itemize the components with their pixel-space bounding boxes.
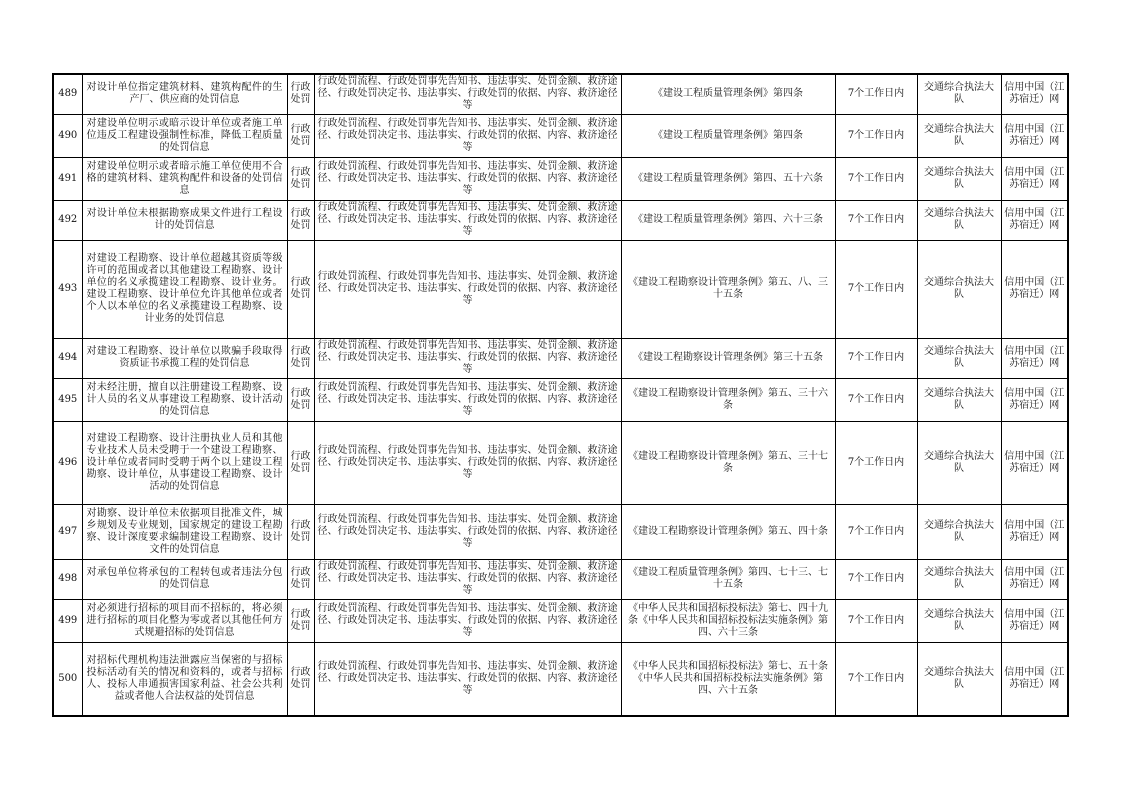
- deadline-cell: 7个工作日内: [835, 240, 917, 338]
- legal-basis-cell: 《建设工程质量管理条例》第四、六十三条: [621, 200, 835, 240]
- deadline-cell: 7个工作日内: [835, 559, 917, 599]
- table-row: [53, 599, 1068, 642]
- table-row: [53, 421, 1068, 504]
- responsible-unit-cell: 交通综合执法大队: [917, 378, 1001, 421]
- responsible-unit-cell: 交通综合执法大队: [917, 240, 1001, 338]
- deadline-cell: 7个工作日内: [835, 74, 917, 114]
- disclosure-channel-cell: 信用中国（江苏宿迁）网: [1001, 74, 1068, 114]
- table-row: [53, 74, 1068, 114]
- item-name-cell: 对建设工程勘察、设计单位超越其资质等级许可的范围或者以其他建设工程勘察、设计单位的名义承揽建设工程勘察、设计业务。建设工程勘察、设计单位允许其他单位或者个人以本单位的名义承揽建设工程勘察、设计业务的处罚信息: [82, 240, 287, 338]
- row-number-cell: 493: [53, 240, 82, 338]
- item-type-cell: 行政处罚: [287, 74, 314, 114]
- legal-basis-cell: 《建设工程质量管理条例》第四条: [621, 74, 835, 114]
- responsible-unit-cell: 交通综合执法大队: [917, 559, 1001, 599]
- disclosure-channel-cell: 信用中国（江苏宿迁）网: [1001, 559, 1068, 599]
- row-number-cell: 492: [53, 200, 82, 240]
- table-row: [53, 559, 1068, 599]
- row-number-cell: 489: [53, 74, 82, 114]
- disclosure-content-cell: 行政处罚流程、行政处罚事先告知书、违法事实、处罚金额、救济途径、行政处罚决定书、违法事实、行政处罚的依据、内容、救济途径等: [314, 74, 621, 114]
- disclosure-table: [52, 73, 1069, 717]
- disclosure-content-cell: 行政处罚流程、行政处罚事先告知书、违法事实、处罚金额、救济途径、行政处罚决定书、违法事实、行政处罚的依据、内容、救济途径等: [314, 504, 621, 559]
- row-number-cell: 498: [53, 559, 82, 599]
- item-type-cell: 行政处罚: [287, 114, 314, 157]
- item-type-cell: 行政处罚: [287, 599, 314, 642]
- item-type-cell: 行政处罚: [287, 642, 314, 716]
- deadline-cell: 7个工作日内: [835, 200, 917, 240]
- disclosure-content-cell: 行政处罚流程、行政处罚事先告知书、违法事实、处罚金额、救济途径、行政处罚决定书、违法事实、行政处罚的依据、内容、救济途径等: [314, 200, 621, 240]
- disclosure-content-cell: 行政处罚流程、行政处罚事先告知书、违法事实、处罚金额、救济途径、行政处罚决定书、违法事实、行政处罚的依据、内容、救济途径等: [314, 642, 621, 716]
- table-row: [53, 338, 1068, 378]
- responsible-unit-cell: 交通综合执法大队: [917, 157, 1001, 200]
- row-number-cell: 494: [53, 338, 82, 378]
- item-type-cell: 行政处罚: [287, 240, 314, 338]
- item-name-cell: 对建设工程勘察、设计单位以欺骗手段取得资质证书承揽工程的处罚信息: [82, 338, 287, 378]
- table-row: [53, 240, 1068, 338]
- item-name-cell: 对设计单位指定建筑材料、建筑构配件的生产厂、供应商的处罚信息: [82, 74, 287, 114]
- deadline-cell: 7个工作日内: [835, 378, 917, 421]
- legal-basis-cell: 《建设工程勘察设计管理条例》第三十五条: [621, 338, 835, 378]
- disclosure-content-cell: 行政处罚流程、行政处罚事先告知书、违法事实、处罚金额、救济途径、行政处罚决定书、违法事实、行政处罚的依据、内容、救济途径等: [314, 240, 621, 338]
- responsible-unit-cell: 交通综合执法大队: [917, 74, 1001, 114]
- row-number-cell: 499: [53, 599, 82, 642]
- disclosure-channel-cell: 信用中国（江苏宿迁）网: [1001, 114, 1068, 157]
- legal-basis-cell: 《建设工程质量管理条例》第四、七十三、七十五条: [621, 559, 835, 599]
- item-type-cell: 行政处罚: [287, 338, 314, 378]
- item-name-cell: 对未经注册，擅自以注册建设工程勘察、设计人员的名义从事建设工程勘察、设计活动的处罚信息: [82, 378, 287, 421]
- item-name-cell: 对必须进行招标的项目而不招标的，将必须进行招标的项目化整为零或者以其他任何方式规避招标的处罚信息: [82, 599, 287, 642]
- deadline-cell: 7个工作日内: [835, 421, 917, 504]
- disclosure-channel-cell: 信用中国（江苏宿迁）网: [1001, 200, 1068, 240]
- item-name-cell: 对承包单位将承包的工程转包或者违法分包的处罚信息: [82, 559, 287, 599]
- row-number-cell: 500: [53, 642, 82, 716]
- item-name-cell: 对勘察、设计单位未依据项目批准文件，城乡规划及专业规划，国家规定的建设工程勘察、设计深度要求编制建设工程勘察、设计文件的处罚信息: [82, 504, 287, 559]
- disclosure-channel-cell: 信用中国（江苏宿迁）网: [1001, 240, 1068, 338]
- responsible-unit-cell: 交通综合执法大队: [917, 421, 1001, 504]
- responsible-unit-cell: 交通综合执法大队: [917, 200, 1001, 240]
- item-name-cell: 对建设单位明示或者暗示施工单位使用不合格的建筑材料、建筑构配件和设备的处罚信息: [82, 157, 287, 200]
- disclosure-channel-cell: 信用中国（江苏宿迁）网: [1001, 338, 1068, 378]
- item-name-cell: 对建设工程勘察、设计注册执业人员和其他专业技术人员未受聘于一个建设工程勘察、设计单位或者同时受聘于两个以上建设工程勘察、设计单位，从事建设工程勘察、设计活动的处罚信息: [82, 421, 287, 504]
- legal-basis-cell: 《建设工程勘察设计管理条例》第五、三十七条: [621, 421, 835, 504]
- item-name-cell: 对招标代理机构违法泄露应当保密的与招标投标活动有关的情况和资料的，或者与招标人、投标人串通损害国家利益、社会公共利益或者他人合法权益的处罚信息: [82, 642, 287, 716]
- disclosure-content-cell: 行政处罚流程、行政处罚事先告知书、违法事实、处罚金额、救济途径、行政处罚决定书、违法事实、行政处罚的依据、内容、救济途径等: [314, 114, 621, 157]
- responsible-unit-cell: 交通综合执法大队: [917, 642, 1001, 716]
- row-number-cell: 491: [53, 157, 82, 200]
- legal-basis-cell: 《建设工程质量管理条例》第四、五十六条: [621, 157, 835, 200]
- disclosure-channel-cell: 信用中国（江苏宿迁）网: [1001, 642, 1068, 716]
- row-number-cell: 497: [53, 504, 82, 559]
- item-type-cell: 行政处罚: [287, 559, 314, 599]
- item-name-cell: 对建设单位明示或暗示设计单位或者施工单位违反工程建设强制性标准，降低工程质量的处罚信息: [82, 114, 287, 157]
- item-type-cell: 行政处罚: [287, 378, 314, 421]
- deadline-cell: 7个工作日内: [835, 599, 917, 642]
- table-row: [53, 378, 1068, 421]
- item-type-cell: 行政处罚: [287, 157, 314, 200]
- disclosure-channel-cell: 信用中国（江苏宿迁）网: [1001, 378, 1068, 421]
- legal-basis-cell: 《建设工程勘察设计管理条例》第五、四十条: [621, 504, 835, 559]
- row-number-cell: 496: [53, 421, 82, 504]
- disclosure-content-cell: 行政处罚流程、行政处罚事先告知书、违法事实、处罚金额、救济途径、行政处罚决定书、违法事实、行政处罚的依据、内容、救济途径等: [314, 378, 621, 421]
- responsible-unit-cell: 交通综合执法大队: [917, 114, 1001, 157]
- disclosure-content-cell: 行政处罚流程、行政处罚事先告知书、违法事实、处罚金额、救济途径、行政处罚决定书、违法事实、行政处罚的依据、内容、救济途径等: [314, 599, 621, 642]
- table-row: [53, 504, 1068, 559]
- deadline-cell: 7个工作日内: [835, 157, 917, 200]
- row-number-cell: 495: [53, 378, 82, 421]
- legal-basis-cell: 《中华人民共和国招标投标法》第七、五十条《中华人民共和国招标投标法实施条例》第四、六十五条: [621, 642, 835, 716]
- deadline-cell: 7个工作日内: [835, 504, 917, 559]
- item-type-cell: 行政处罚: [287, 504, 314, 559]
- item-type-cell: 行政处罚: [287, 421, 314, 504]
- disclosure-content-cell: 行政处罚流程、行政处罚事先告知书、违法事实、处罚金额、救济途径、行政处罚决定书、违法事实、行政处罚的依据、内容、救济途径等: [314, 559, 621, 599]
- deadline-cell: 7个工作日内: [835, 114, 917, 157]
- table-row: [53, 200, 1068, 240]
- disclosure-channel-cell: 信用中国（江苏宿迁）网: [1001, 157, 1068, 200]
- disclosure-content-cell: 行政处罚流程、行政处罚事先告知书、违法事实、处罚金额、救济途径、行政处罚决定书、违法事实、行政处罚的依据、内容、救济途径等: [314, 157, 621, 200]
- deadline-cell: 7个工作日内: [835, 338, 917, 378]
- row-number-cell: 490: [53, 114, 82, 157]
- item-type-cell: 行政处罚: [287, 200, 314, 240]
- table-row: [53, 114, 1068, 157]
- legal-basis-cell: 《建设工程勘察设计管理条例》第五、八、三十五条: [621, 240, 835, 338]
- responsible-unit-cell: 交通综合执法大队: [917, 504, 1001, 559]
- item-name-cell: 对设计单位未根据勘察成果文件进行工程设计的处罚信息: [82, 200, 287, 240]
- responsible-unit-cell: 交通综合执法大队: [917, 599, 1001, 642]
- disclosure-channel-cell: 信用中国（江苏宿迁）网: [1001, 504, 1068, 559]
- legal-basis-cell: 《中华人民共和国招标投标法》第七、四十九条《中华人民共和国招标投标法实施条例》第四、六十三条: [621, 599, 835, 642]
- disclosure-content-cell: 行政处罚流程、行政处罚事先告知书、违法事实、处罚金额、救济途径、行政处罚决定书、违法事实、行政处罚的依据、内容、救济途径等: [314, 421, 621, 504]
- responsible-unit-cell: 交通综合执法大队: [917, 338, 1001, 378]
- disclosure-channel-cell: 信用中国（江苏宿迁）网: [1001, 421, 1068, 504]
- disclosure-content-cell: 行政处罚流程、行政处罚事先告知书、违法事实、处罚金额、救济途径、行政处罚决定书、违法事实、行政处罚的依据、内容、救济途径等: [314, 338, 621, 378]
- legal-basis-cell: 《建设工程质量管理条例》第四条: [621, 114, 835, 157]
- table-row: [53, 157, 1068, 200]
- disclosure-channel-cell: 信用中国（江苏宿迁）网: [1001, 599, 1068, 642]
- table-row: [53, 642, 1068, 716]
- legal-basis-cell: 《建设工程勘察设计管理条例》第五、三十六条: [621, 378, 835, 421]
- deadline-cell: 7个工作日内: [835, 642, 917, 716]
